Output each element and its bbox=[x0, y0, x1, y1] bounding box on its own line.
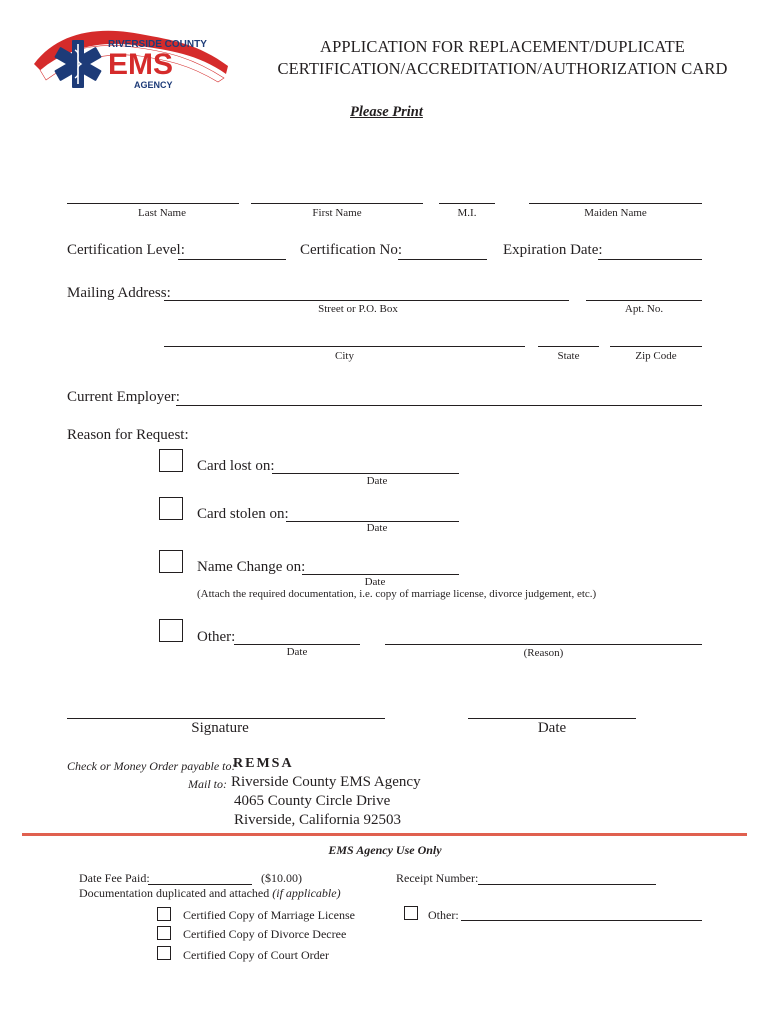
certification-level-label: Certification Level: bbox=[67, 242, 185, 258]
current-employer-label: Current Employer: bbox=[67, 389, 180, 405]
first-name-field[interactable] bbox=[251, 203, 423, 204]
date-fee-paid-field[interactable] bbox=[148, 884, 252, 885]
logo-ems-text: EMS bbox=[108, 48, 174, 81]
expiration-date-field[interactable] bbox=[598, 259, 702, 260]
other-reason-caption: (Reason) bbox=[523, 647, 564, 659]
ems-agency-logo bbox=[28, 24, 233, 96]
receipt-number-field[interactable] bbox=[478, 884, 656, 885]
signature-date-caption: Date bbox=[537, 720, 567, 736]
office-other-field[interactable] bbox=[461, 920, 702, 921]
name-change-date-caption: Date bbox=[364, 576, 386, 588]
expiration-date-label: Expiration Date: bbox=[503, 242, 603, 258]
mi-caption: M.I. bbox=[457, 207, 477, 219]
mail-address-line2: 4065 County Circle Drive bbox=[234, 793, 391, 809]
city-caption: City bbox=[335, 350, 354, 362]
name-change-label: Name Change on: bbox=[197, 559, 306, 575]
divorce-decree-checkbox[interactable] bbox=[157, 926, 171, 940]
mail-to-label: Mail to: bbox=[188, 777, 227, 791]
documentation-line bbox=[79, 886, 341, 901]
divorce-decree-label: Certified Copy of Divorce Decree bbox=[183, 927, 347, 941]
zip-code-field[interactable] bbox=[610, 346, 702, 347]
name-change-checkbox[interactable] bbox=[159, 550, 183, 573]
other-reason-checkbox[interactable] bbox=[159, 619, 183, 642]
court-order-checkbox[interactable] bbox=[157, 946, 171, 960]
court-order-label: Certified Copy of Court Order bbox=[183, 948, 329, 962]
zip-caption: Zip Code bbox=[635, 350, 677, 362]
other-date-field[interactable] bbox=[234, 644, 360, 645]
mail-address-line3: Riverside, California 92503 bbox=[234, 812, 402, 828]
marriage-license-label: Certified Copy of Marriage License bbox=[183, 908, 355, 922]
form-title-line2: CERTIFICATION/ACCREDITATION/AUTHORIZATION CARD bbox=[277, 59, 728, 78]
current-employer-field[interactable] bbox=[176, 405, 702, 406]
last-name-caption: Last Name bbox=[138, 207, 186, 219]
mailing-address-label: Mailing Address: bbox=[67, 285, 171, 301]
street-caption: Street or P.O. Box bbox=[318, 303, 398, 315]
certification-number-label: Certification No: bbox=[300, 242, 403, 258]
office-other-label: Other: bbox=[428, 908, 459, 922]
card-lost-date-field[interactable] bbox=[272, 473, 459, 474]
documentation-note: (if applicable) bbox=[272, 886, 341, 900]
state-caption: State bbox=[557, 350, 580, 362]
office-use-heading: EMS Agency Use Only bbox=[328, 843, 442, 857]
payable-to-label: Check or Money Order payable to: bbox=[67, 759, 236, 773]
attach-documentation-note: (Attach the required documentation, i.e. copy of marriage license, divorce judgement, etc.) bbox=[197, 588, 597, 600]
certification-number-field[interactable] bbox=[398, 259, 487, 260]
other-reason-label: Other: bbox=[197, 629, 236, 645]
fee-amount: ($10.00) bbox=[261, 871, 302, 885]
maiden-name-field[interactable] bbox=[529, 203, 702, 204]
name-change-date-field[interactable] bbox=[302, 574, 459, 575]
street-field[interactable] bbox=[164, 300, 569, 301]
office-other-checkbox[interactable] bbox=[404, 906, 418, 920]
logo-county-text: RIVERSIDE COUNTY bbox=[108, 39, 207, 50]
other-reason-field[interactable] bbox=[385, 644, 702, 645]
date-fee-paid-label: Date Fee Paid: bbox=[79, 871, 150, 885]
receipt-number-label: Receipt Number: bbox=[396, 871, 479, 885]
apt-caption: Apt. No. bbox=[624, 303, 664, 315]
marriage-license-checkbox[interactable] bbox=[157, 907, 171, 921]
card-lost-date-caption: Date bbox=[366, 475, 388, 487]
mail-address-line1: Riverside County EMS Agency bbox=[231, 774, 421, 790]
apt-number-field[interactable] bbox=[586, 300, 702, 301]
card-stolen-checkbox[interactable] bbox=[159, 497, 183, 520]
state-field[interactable] bbox=[538, 346, 599, 347]
middle-initial-field[interactable] bbox=[439, 203, 495, 204]
certification-level-field[interactable] bbox=[178, 259, 286, 260]
signature-date-field[interactable] bbox=[468, 718, 636, 719]
reason-for-request-label: Reason for Request: bbox=[67, 427, 189, 443]
card-lost-checkbox[interactable] bbox=[159, 449, 183, 472]
form-title-line1: APPLICATION FOR REPLACEMENT/DUPLICATE bbox=[320, 37, 685, 56]
card-stolen-label: Card stolen on: bbox=[197, 506, 289, 522]
last-name-field[interactable] bbox=[67, 203, 239, 204]
office-use-divider bbox=[22, 833, 747, 836]
payee-name: REMSA bbox=[233, 756, 294, 771]
logo-agency-text: AGENCY bbox=[134, 80, 173, 90]
maiden-name-caption: Maiden Name bbox=[584, 207, 647, 219]
card-lost-label: Card lost on: bbox=[197, 458, 275, 474]
first-name-caption: First Name bbox=[312, 207, 362, 219]
card-stolen-date-caption: Date bbox=[366, 522, 388, 534]
please-print-note: Please Print bbox=[350, 104, 423, 120]
signature-caption: Signature bbox=[191, 720, 249, 736]
signature-field[interactable] bbox=[67, 718, 385, 719]
city-field[interactable] bbox=[164, 346, 525, 347]
other-date-caption: Date bbox=[286, 646, 308, 658]
documentation-label: Documentation duplicated and attached bbox=[79, 886, 270, 900]
